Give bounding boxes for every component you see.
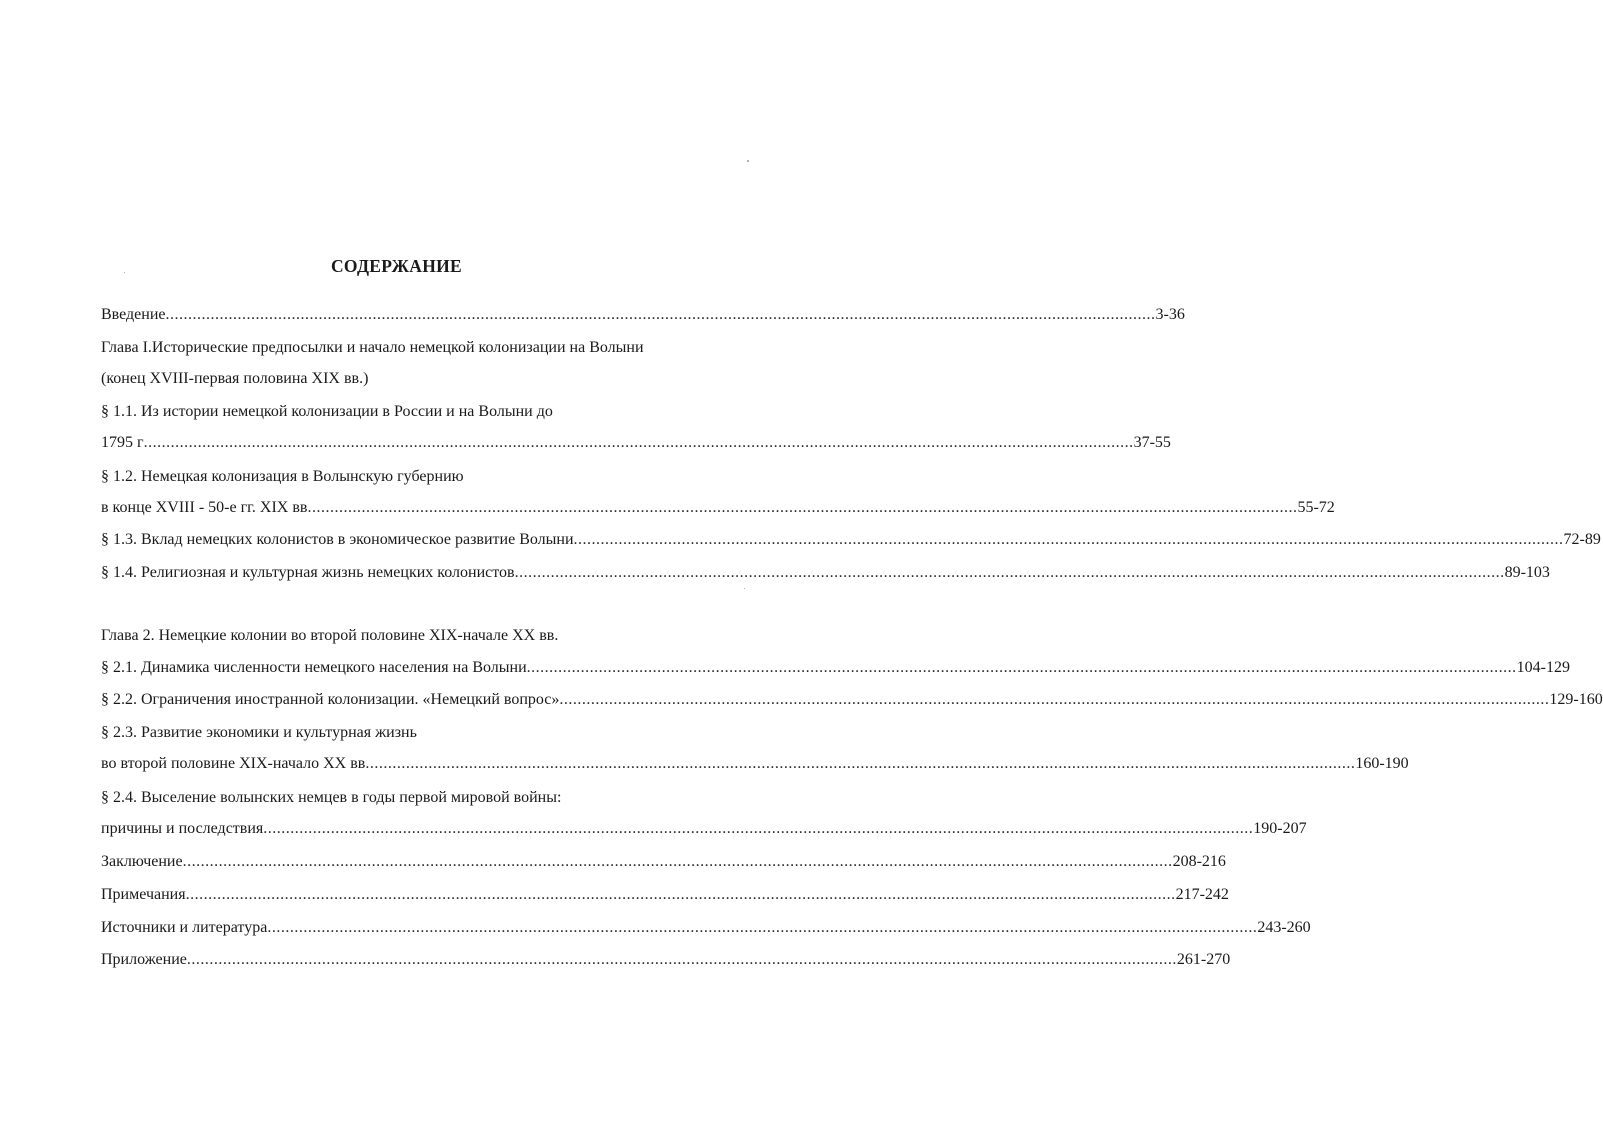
toc-entry xyxy=(101,950,1231,970)
toc-entry-title: § 1.1. Из истории немецкой колонизации в России и на Волыни до xyxy=(101,403,553,420)
toc-entry xyxy=(101,338,644,358)
toc-entry xyxy=(101,498,1335,518)
dot-leader: ............................................................................................................................................................................................................................ xyxy=(267,919,1258,936)
toc-entry-title: § 2.3. Развитие экономики и культурная жизнь xyxy=(101,724,417,741)
toc-page-range: 208-216 xyxy=(1172,853,1226,870)
toc-page-range: 261-270 xyxy=(1176,951,1231,968)
dot-leader: ............................................................................................................................................................................................................................ xyxy=(526,659,1517,676)
toc-entry-title: Примечания xyxy=(101,886,186,903)
dot-leader: ............................................................................................................................................................................................................................ xyxy=(307,499,1298,516)
dot-leader: ............................................................................................................................................................................................................................ xyxy=(186,951,1177,968)
toc-entry-title: § 1.3. Вклад немецких колонистов в экономическое развитие Волыни xyxy=(101,531,574,548)
toc-entry xyxy=(101,819,1307,839)
dot-leader: ............................................................................................................................................................................................................................ xyxy=(143,434,1134,451)
toc-page-range: 55-72 xyxy=(1297,499,1335,516)
dot-leader: ............................................................................................................................................................................................................................ xyxy=(514,564,1505,581)
toc-page-range: 104-129 xyxy=(1516,659,1570,676)
toc-entry xyxy=(101,467,464,487)
toc-entry xyxy=(101,563,1550,583)
toc-entry-title: Глава 2. Немецкие колонии во второй половине XIX-начале XX вв. xyxy=(101,627,559,644)
dot-leader: ............................................................................................................................................................................................................................ xyxy=(263,820,1254,837)
toc-entry xyxy=(101,626,558,646)
toc-page-range: 37-55 xyxy=(1133,434,1171,451)
toc-entry-title: Заключение xyxy=(101,853,183,870)
scan-speck xyxy=(124,272,125,273)
toc-entry-title: § 2.1. Динамика численности немецкого населения на Волыни xyxy=(101,659,527,676)
dot-leader: ............................................................................................................................................................................................................................ xyxy=(182,853,1173,870)
toc-entry xyxy=(101,402,553,422)
toc-entry xyxy=(101,754,1409,774)
toc-page-range: 160-190 xyxy=(1355,755,1409,772)
toc-entry-title: во второй половине XIX-начало XX вв xyxy=(101,755,366,772)
toc-page-range: 89-103 xyxy=(1504,564,1550,581)
dot-leader: ............................................................................................................................................................................................................................ xyxy=(185,886,1176,903)
toc-entry xyxy=(101,690,1603,710)
toc-entry xyxy=(101,305,1185,325)
toc-entry-title: § 1.2. Немецкая колонизация в Волынскую губернию xyxy=(101,468,464,485)
toc-page-range: 243-260 xyxy=(1257,919,1311,936)
toc-entry-title: § 2.4. Выселение волынских немцев в годы первой мировой войны: xyxy=(101,789,562,806)
toc-entry-title: 1795 г xyxy=(101,434,144,451)
toc-entry xyxy=(101,530,1601,550)
toc-entry xyxy=(101,433,1171,453)
toc-page-range: 217-242 xyxy=(1175,886,1229,903)
toc-entry xyxy=(101,852,1226,872)
toc-entry-title: Источники и литература xyxy=(101,919,268,936)
toc-entry-title: § 2.2. Ограничения иностранной колонизации. «Немецкий вопрос» xyxy=(101,691,560,708)
toc-page-range: 129-160 xyxy=(1549,691,1603,708)
toc-entry xyxy=(101,723,417,743)
toc-page-range: 72-89 xyxy=(1563,531,1601,548)
toc-entry-title: Глава I.Исторические предпосылки и начало немецкой колонизации на Волыни xyxy=(101,339,644,356)
toc-entry-title: (конец XVIII-первая половина XIX вв.) xyxy=(101,370,369,387)
toc-entry-title: в конце XVIII - 50-е гг. XIX вв xyxy=(101,499,308,516)
scan-speck xyxy=(747,160,749,162)
toc-entry-title: § 1.4. Религиозная и культурная жизнь немецких колонистов xyxy=(101,564,515,581)
toc-page-range: 190-207 xyxy=(1253,820,1307,837)
toc-page-range: 3-36 xyxy=(1155,306,1185,323)
toc-entry xyxy=(101,369,368,389)
dot-leader: ............................................................................................................................................................................................................................ xyxy=(559,691,1550,708)
toc-entry xyxy=(101,658,1570,678)
toc-entry xyxy=(101,885,1229,905)
toc-entry xyxy=(101,918,1311,938)
dot-leader: ............................................................................................................................................................................................................................ xyxy=(365,755,1356,772)
toc-entry-title: Приложение xyxy=(101,951,187,968)
page-title: СОДЕРЖАНИЕ xyxy=(330,256,462,276)
dot-leader: ............................................................................................................................................................................................................................ xyxy=(573,531,1564,548)
toc-entry-title: причины и последствия xyxy=(101,820,264,837)
toc-entry-title: Введение xyxy=(101,306,166,323)
toc-entry xyxy=(101,788,561,808)
scan-speck xyxy=(744,588,745,589)
dot-leader: ............................................................................................................................................................................................................................ xyxy=(165,306,1156,323)
